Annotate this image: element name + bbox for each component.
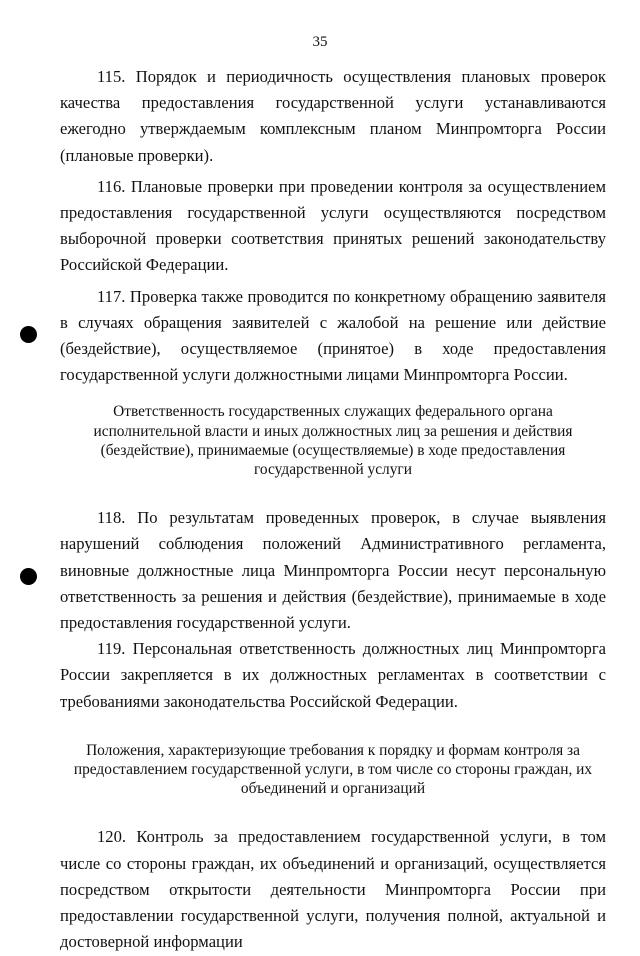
paragraph-116: 116. Плановые проверки при проведении контроля за осуществлением предоставления государственной услуги осуществляются посредством выборочной проверки соответствия принятых решений законодательству Российской Федерации. (60, 176, 606, 275)
punch-hole-lower (20, 568, 37, 585)
paragraph-120: 120. Контроль за предоставлением государственной услуги, в том числе со стороны граждан, их объединений и организаций, осуществляется посредством открытости деятельности Минпромторга России при предоставлении государственной услуги, получения полной, актуальной и достоверной информации (60, 827, 606, 952)
document-body (60, 64, 606, 956)
page-number: 35 (312, 34, 328, 50)
punch-hole-upper (20, 326, 37, 343)
section-heading-responsibility: Ответственность государственных служащих федерального органа исполнительной власти и иных должностных лиц за решения и действия (бездействие), принимаемые (осуществляемые) в ходе предоставления государственной услуги (93, 403, 573, 479)
paragraph-117: 117. Проверка также проводится по конкретному обращению заявителя в случаях обращения заявителей с жалобой на решение или действие (бездействие), осуществляемое (принятое) в ходе предоставления государственной услуги должностными лицами Минпромторга России. (60, 286, 606, 385)
paragraph-115: 115. Порядок и периодичность осуществления плановых проверок качества предоставления государственной услуги устанавливаются ежегодно утверждаемым комплексным планом Минпромторга России (плановые проверки). (60, 67, 606, 165)
paragraph-119: 119. Персональная ответственность должностных лиц Минпромторга России закрепляется в их должностных регламентах в соответствии с требованиями законодательства Российской Федерации. (60, 639, 606, 711)
section-heading-control-requirements: Положения, характеризующие требования к порядку и формам контроля за предоставлением государственной услуги, в том числе со стороны граждан, их объединений и организаций (73, 741, 593, 798)
paragraph-118: 118. По результатам проведенных проверок, в случае выявления нарушений соблюдения положений Административного регламента, виновные должностные лица Минпромторга России несут персональную ответственность за решения и действия (бездействие), принимаемые в ходе предоставления государственной услуги. (60, 508, 606, 633)
